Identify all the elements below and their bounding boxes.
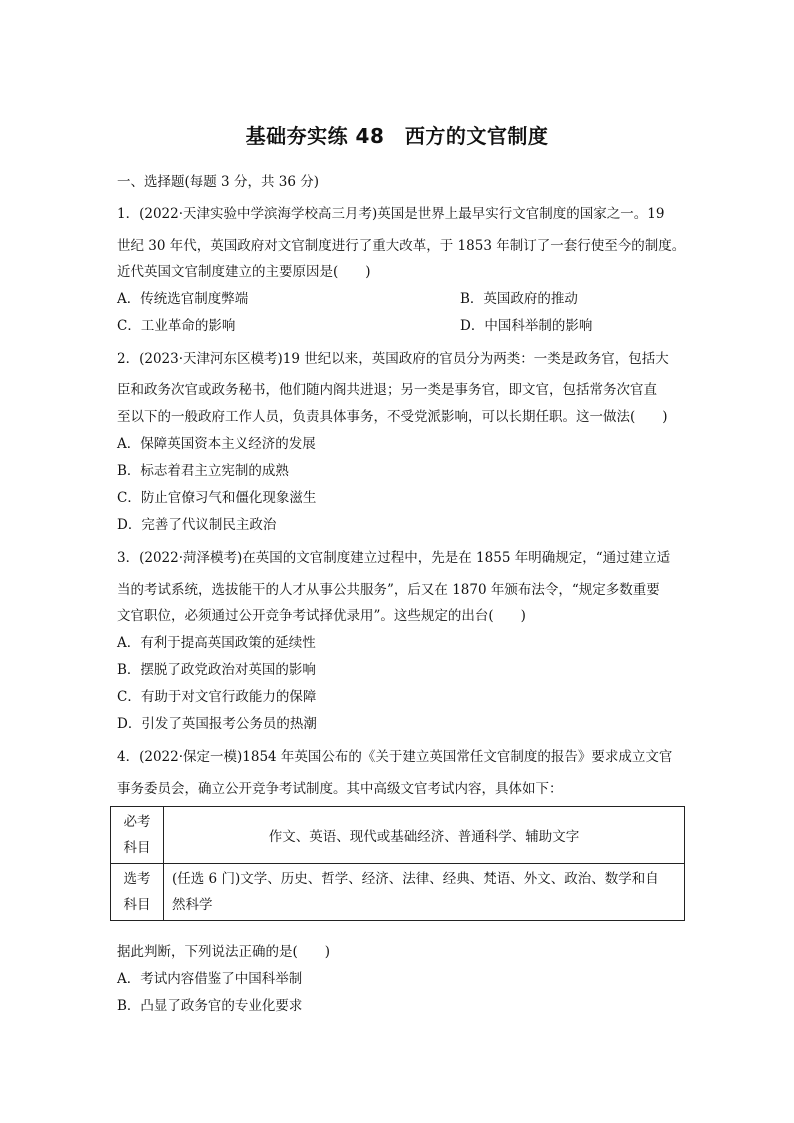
- table-cell-category: [111, 807, 164, 864]
- exam-subjects-table: [110, 806, 685, 921]
- option-c: C．有助于对文官行政能力的保障: [117, 689, 317, 705]
- option-b: B．英国政府的推动: [460, 291, 578, 307]
- question-3-text: 当的考试系统，选拔能干的人才从事公共服务”，后又在 1870 年颁布法令，“规定多数重要: [117, 582, 660, 598]
- table-cell-category: [111, 864, 164, 921]
- subjects-text: 作文、英语、现代或基础经济、普通科学、辅助文字: [268, 829, 580, 845]
- option-d: D．中国科举制的影响: [460, 318, 593, 334]
- option-a: A．有利于提高英国政策的延续性: [117, 635, 316, 651]
- category-label: 必考: [123, 814, 151, 830]
- table-cell-subjects: [164, 864, 685, 921]
- option-c: C．工业革命的影响: [117, 318, 236, 334]
- option-b: B．摆脱了政党政治对英国的影响: [117, 662, 316, 678]
- question-1-options-row: [117, 289, 578, 309]
- question-1-text: 近代英国文官制度建立的主要原因是( ): [117, 264, 371, 280]
- question-3-text: 3．(2022·菏泽模考)在英国的文官制度建立过程中，先是在 1855 年明确规定，“通过建立适: [117, 550, 671, 566]
- table-cell-subjects: [164, 807, 685, 864]
- question-1-text: 1．(2022·天津实验中学滨海学校高三月考)英国是世界上最早实行文官制度的国家之一。19: [117, 206, 665, 222]
- option-a: A．保障英国资本主义经济的发展: [117, 436, 316, 452]
- question-4-text: 4．(2022·保定一模)1854 年英国公布的《关于建立英国常任文官制度的报告》要求成立文官: [117, 749, 673, 765]
- question-1-text: 世纪 30 年代，英国政府对文官制度进行了重大改革，于 1853 年制订了一套行使至今的制度。: [117, 238, 686, 254]
- option-b: B．凸显了政务官的专业化要求: [117, 998, 303, 1014]
- option-a: A．考试内容借鉴了中国科举制: [117, 971, 303, 987]
- question-2-text: 臣和政务次官或政务秘书，他们随内阁共进退；另一类是事务官，即文官，包括常务次官直: [117, 382, 657, 398]
- category-label: 选考: [123, 871, 151, 887]
- option-a: A．传统选官制度弊端: [117, 291, 249, 307]
- category-label: 科目: [123, 897, 151, 913]
- option-c: C．防止官僚习气和僵化现象滋生: [117, 490, 317, 506]
- question-2-text: 至以下的一般政府工作人员，负责具体事务，不受党派影响，可以长期任职。这一做法( ): [117, 409, 668, 425]
- subjects-text: (任选 6 门)文学、历史、哲学、经济、法律、经典、梵语、外文、政治、数学和自: [172, 871, 659, 887]
- question-1-options-row: [117, 316, 593, 336]
- question-3-text: 文官职位，必须通过公开竞争考试择优录用”。这些规定的出台( ): [117, 608, 526, 624]
- option-d: D．完善了代议制民主政治: [117, 517, 277, 533]
- category-label: 科目: [123, 840, 151, 856]
- subjects-text: 然科学: [172, 897, 213, 913]
- option-d: D．引发了英国报考公务员的热潮: [117, 716, 317, 732]
- question-4-prompt: 据此判断，下列说法正确的是( ): [117, 944, 331, 960]
- question-2-text: 2．(2023·天津河东区模考)19 世纪以来，英国政府的官员分为两类：一类是政务官，包括大: [117, 351, 669, 367]
- option-b: B．标志着君主立宪制的成熟: [117, 463, 289, 479]
- table-row: [111, 864, 685, 921]
- page-title: 基础夯实练 48 西方的文官制度: [245, 124, 549, 148]
- table-row: [111, 807, 685, 864]
- question-4-text: 事务委员会，确立公开竞争考试制度。其中高级文官考试内容，具体如下：: [117, 781, 563, 797]
- section-heading: 一、选择题(每题 3 分，共 36 分): [117, 174, 319, 190]
